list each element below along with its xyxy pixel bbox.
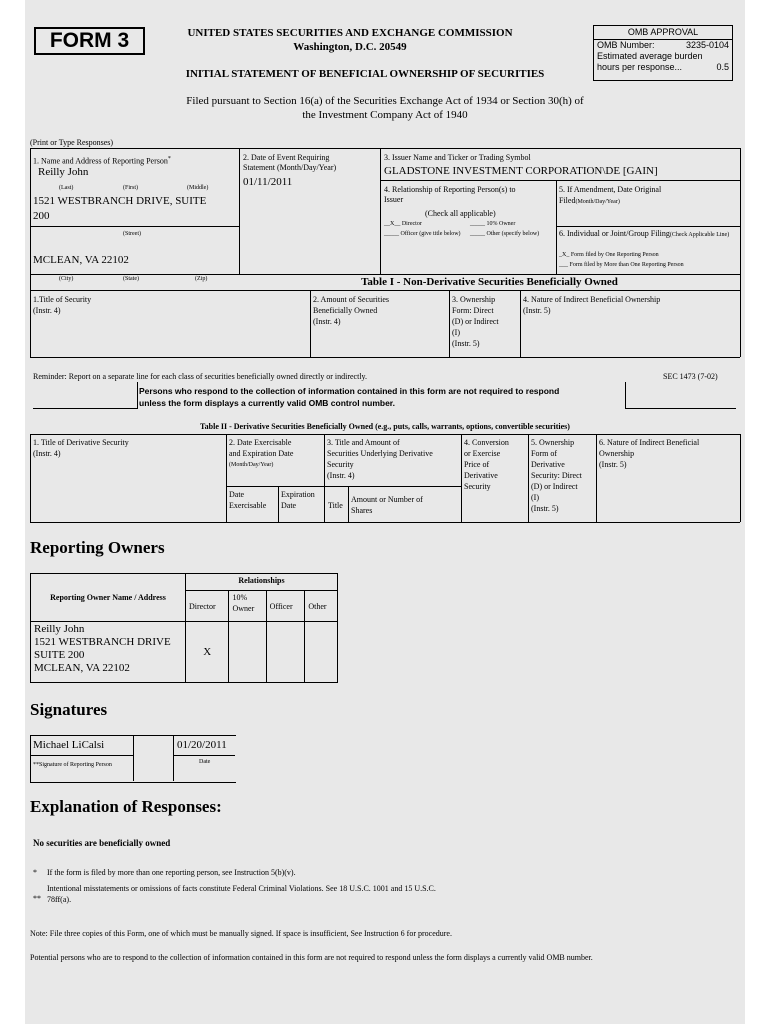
form-title: INITIAL STATEMENT OF BENEFICIAL OWNERSHIP OF SECURITIES	[185, 68, 545, 80]
box5-label-line1: 5. If Amendment, Date Original	[559, 185, 662, 194]
form-page	[25, 0, 745, 1024]
ten-pct-owner-header: 10% Owner	[229, 591, 266, 622]
table2-col2-format: (Month/Day/Year)	[229, 462, 274, 468]
print-type-note: (Print or Type Responses)	[30, 138, 114, 147]
check-all-applicable: (Check all applicable)	[425, 209, 496, 218]
table2-col2: 2. Date Exercisable and Expiration Date	[229, 438, 294, 458]
agency-location: Washington, D.C. 20549	[293, 41, 407, 53]
director-cell: X	[186, 622, 229, 683]
officer-option: _____ Officer (give title below)	[384, 231, 461, 237]
filed-pursuant-line1: Filed pursuant to Section 16(a) of the Securities Exchange Act of 1934 or Section 30(h) of	[186, 95, 584, 107]
table2-col4: 4. Conversion or Exercise Price of Derivative Security	[464, 438, 509, 491]
owner-address-cell: Reilly John 1521 WESTBRANCH DRIVE SUITE 200 MCLEAN, VA 22102	[31, 622, 186, 683]
reporting-owners-table	[30, 573, 338, 683]
table2-date-exercisable: Date Exercisable	[229, 490, 267, 510]
signer-name: Michael LiCalsi	[33, 739, 105, 751]
director-option: __X__ Director	[384, 221, 422, 227]
table2-col5: 5. Ownership Form of Derivative Security: Direct (D) or Indirect (I) (Instr. 5)	[531, 438, 582, 513]
omb-number-label: OMB Number:	[597, 40, 655, 50]
omb-number-value: 3235-0104	[685, 40, 729, 50]
sec-code: SEC 1473 (7-02)	[663, 372, 718, 381]
box5-label-line2: Filed(Month/Day/Year)	[559, 196, 620, 205]
middle-label: (Middle)	[187, 185, 209, 191]
table1-title: Table I - Non-Derivative Securities Beneficially Owned	[361, 276, 618, 288]
date-label: Date	[199, 759, 211, 765]
box1-label: 1. Name and Address of Reporting Person*	[33, 156, 171, 166]
box2-label-line1: 2. Date of Event Requiring	[243, 153, 330, 162]
city-state-zip: MCLEAN, VA 22102	[33, 254, 129, 266]
zip-label: (Zip)	[195, 276, 208, 282]
reminder-text: Reminder: Report on a separate line for each class of securities beneficially owned directly or indirectly.	[33, 372, 368, 381]
signature-date: 01/20/2011	[177, 739, 227, 751]
table1-col1: 1.Title of Security (Instr. 4)	[33, 295, 92, 315]
table2-col3: 3. Title and Amount of Securities Underlying Derivative Security (Instr. 4)	[327, 438, 433, 480]
omb-title: OMB APPROVAL	[594, 26, 732, 40]
table1-col4: 4. Nature of Indirect Beneficial Ownership (Instr. 5)	[523, 295, 661, 315]
table1-col3: 3. Ownership Form: Direct (D) or Indirect (I) (Instr. 5)	[452, 295, 499, 348]
table2-underlying-title: Title	[328, 501, 343, 510]
table2-title: Table II - Derivative Securities Beneficially Owned (e.g., puts, calls, warrants, options, convertible securities)	[200, 422, 570, 431]
officer-header: Officer	[266, 591, 305, 622]
table-row	[31, 622, 338, 683]
box6-label: 6. Individual or Joint/Group Filing(Check Applicable Line)	[559, 229, 730, 238]
table2-col1: 1. Title of Derivative Security (Instr. 4)	[33, 438, 129, 458]
filed-pursuant-line2: the Investment Company Act of 1940	[302, 109, 468, 121]
box2-label-line2: Statement (Month/Day/Year)	[243, 163, 337, 172]
omb-hours-value: 0.5	[716, 62, 729, 72]
street-line1: 1521 WESTBRANCH DRIVE, SUITE	[33, 195, 207, 207]
signatures-heading: Signatures	[30, 700, 108, 719]
table1-col2: 2. Amount of Securities Beneficially Owned (Instr. 4)	[313, 295, 389, 326]
explanation-statement: No securities are beneficially owned	[33, 838, 171, 848]
other-option: _____ Other (specify below)	[470, 231, 540, 237]
table2-col6: 6. Nature of Indirect Beneficial Ownership (Instr. 5)	[599, 438, 700, 469]
box6-option-more: ___ Form filed by More than One Reporting Person	[559, 262, 684, 268]
signature-label: **Signature of Reporting Person	[33, 762, 112, 768]
footnote-single-star: * If the form is filed by more than one reporting person, see Instruction 5(b)(v).	[33, 868, 296, 877]
ten-pct-option: _____ 10% Owner	[470, 221, 516, 227]
box6-option-one: _X_ Form filed by One Reporting Person	[559, 252, 659, 258]
city-label: (City)	[59, 276, 74, 282]
state-label: (State)	[123, 276, 139, 282]
reporting-owners-heading: Reporting Owners	[30, 538, 165, 557]
street-label: (Street)	[123, 231, 141, 237]
reporter-name: Reilly John	[38, 166, 89, 178]
footnote-double-star: Intentional misstatements or omissions of facts constitute Federal Criminal Violations. See 18 U.S.C. 1001 and 15 U.S.C. 78ff(a).	[47, 884, 436, 904]
persons-respond-notice: Persons who respond to the collection of information contained in this form are not required to respond unless the form displays a currently valid OMB control number.	[139, 386, 560, 408]
potential-persons-note: Potential persons who are to respond to the collection of information contained in this form are not required to respond unless the form displays a currently valid OMB number.	[30, 953, 593, 962]
table2-amount-shares: Amount or Number of Shares	[351, 495, 423, 515]
first-label: (First)	[123, 185, 138, 191]
omb-approval-box	[593, 25, 733, 81]
last-label: (Last)	[59, 185, 74, 191]
explanation-heading: Explanation of Responses:	[30, 797, 222, 816]
event-date: 01/11/2011	[243, 176, 293, 188]
box3-label: 3. Issuer Name and Ticker or Trading Symbol	[384, 153, 531, 162]
relationships-header: Relationships	[186, 574, 338, 591]
omb-hours-label: hours per response...	[597, 62, 683, 72]
street-line2: 200	[33, 210, 50, 222]
box4-label-line2: Issuer	[384, 195, 404, 204]
note-three-copies: Note: File three copies of this Form, one of which must be manually signed. If space is insufficient, See Instruction 6 for procedure.	[30, 929, 452, 938]
issuer-name: GLADSTONE INVESTMENT CORPORATION\DE [GAIN]	[384, 165, 658, 177]
table2-expiration-date: Expiration Date	[281, 490, 315, 510]
director-header: Director	[186, 591, 229, 622]
other-header: Other	[305, 591, 338, 622]
form-label: FORM 3	[49, 29, 130, 52]
footnote-double-star-mark: **	[33, 894, 41, 903]
owner-name-address-header: Reporting Owner Name / Address	[31, 574, 186, 622]
agency-name: UNITED STATES SECURITIES AND EXCHANGE COMMISSION	[187, 27, 513, 39]
form-label-box	[34, 27, 145, 55]
box4-label-line1: 4. Relationship of Reporting Person(s) to	[384, 185, 516, 194]
omb-burden-label: Estimated average burden	[597, 51, 703, 61]
